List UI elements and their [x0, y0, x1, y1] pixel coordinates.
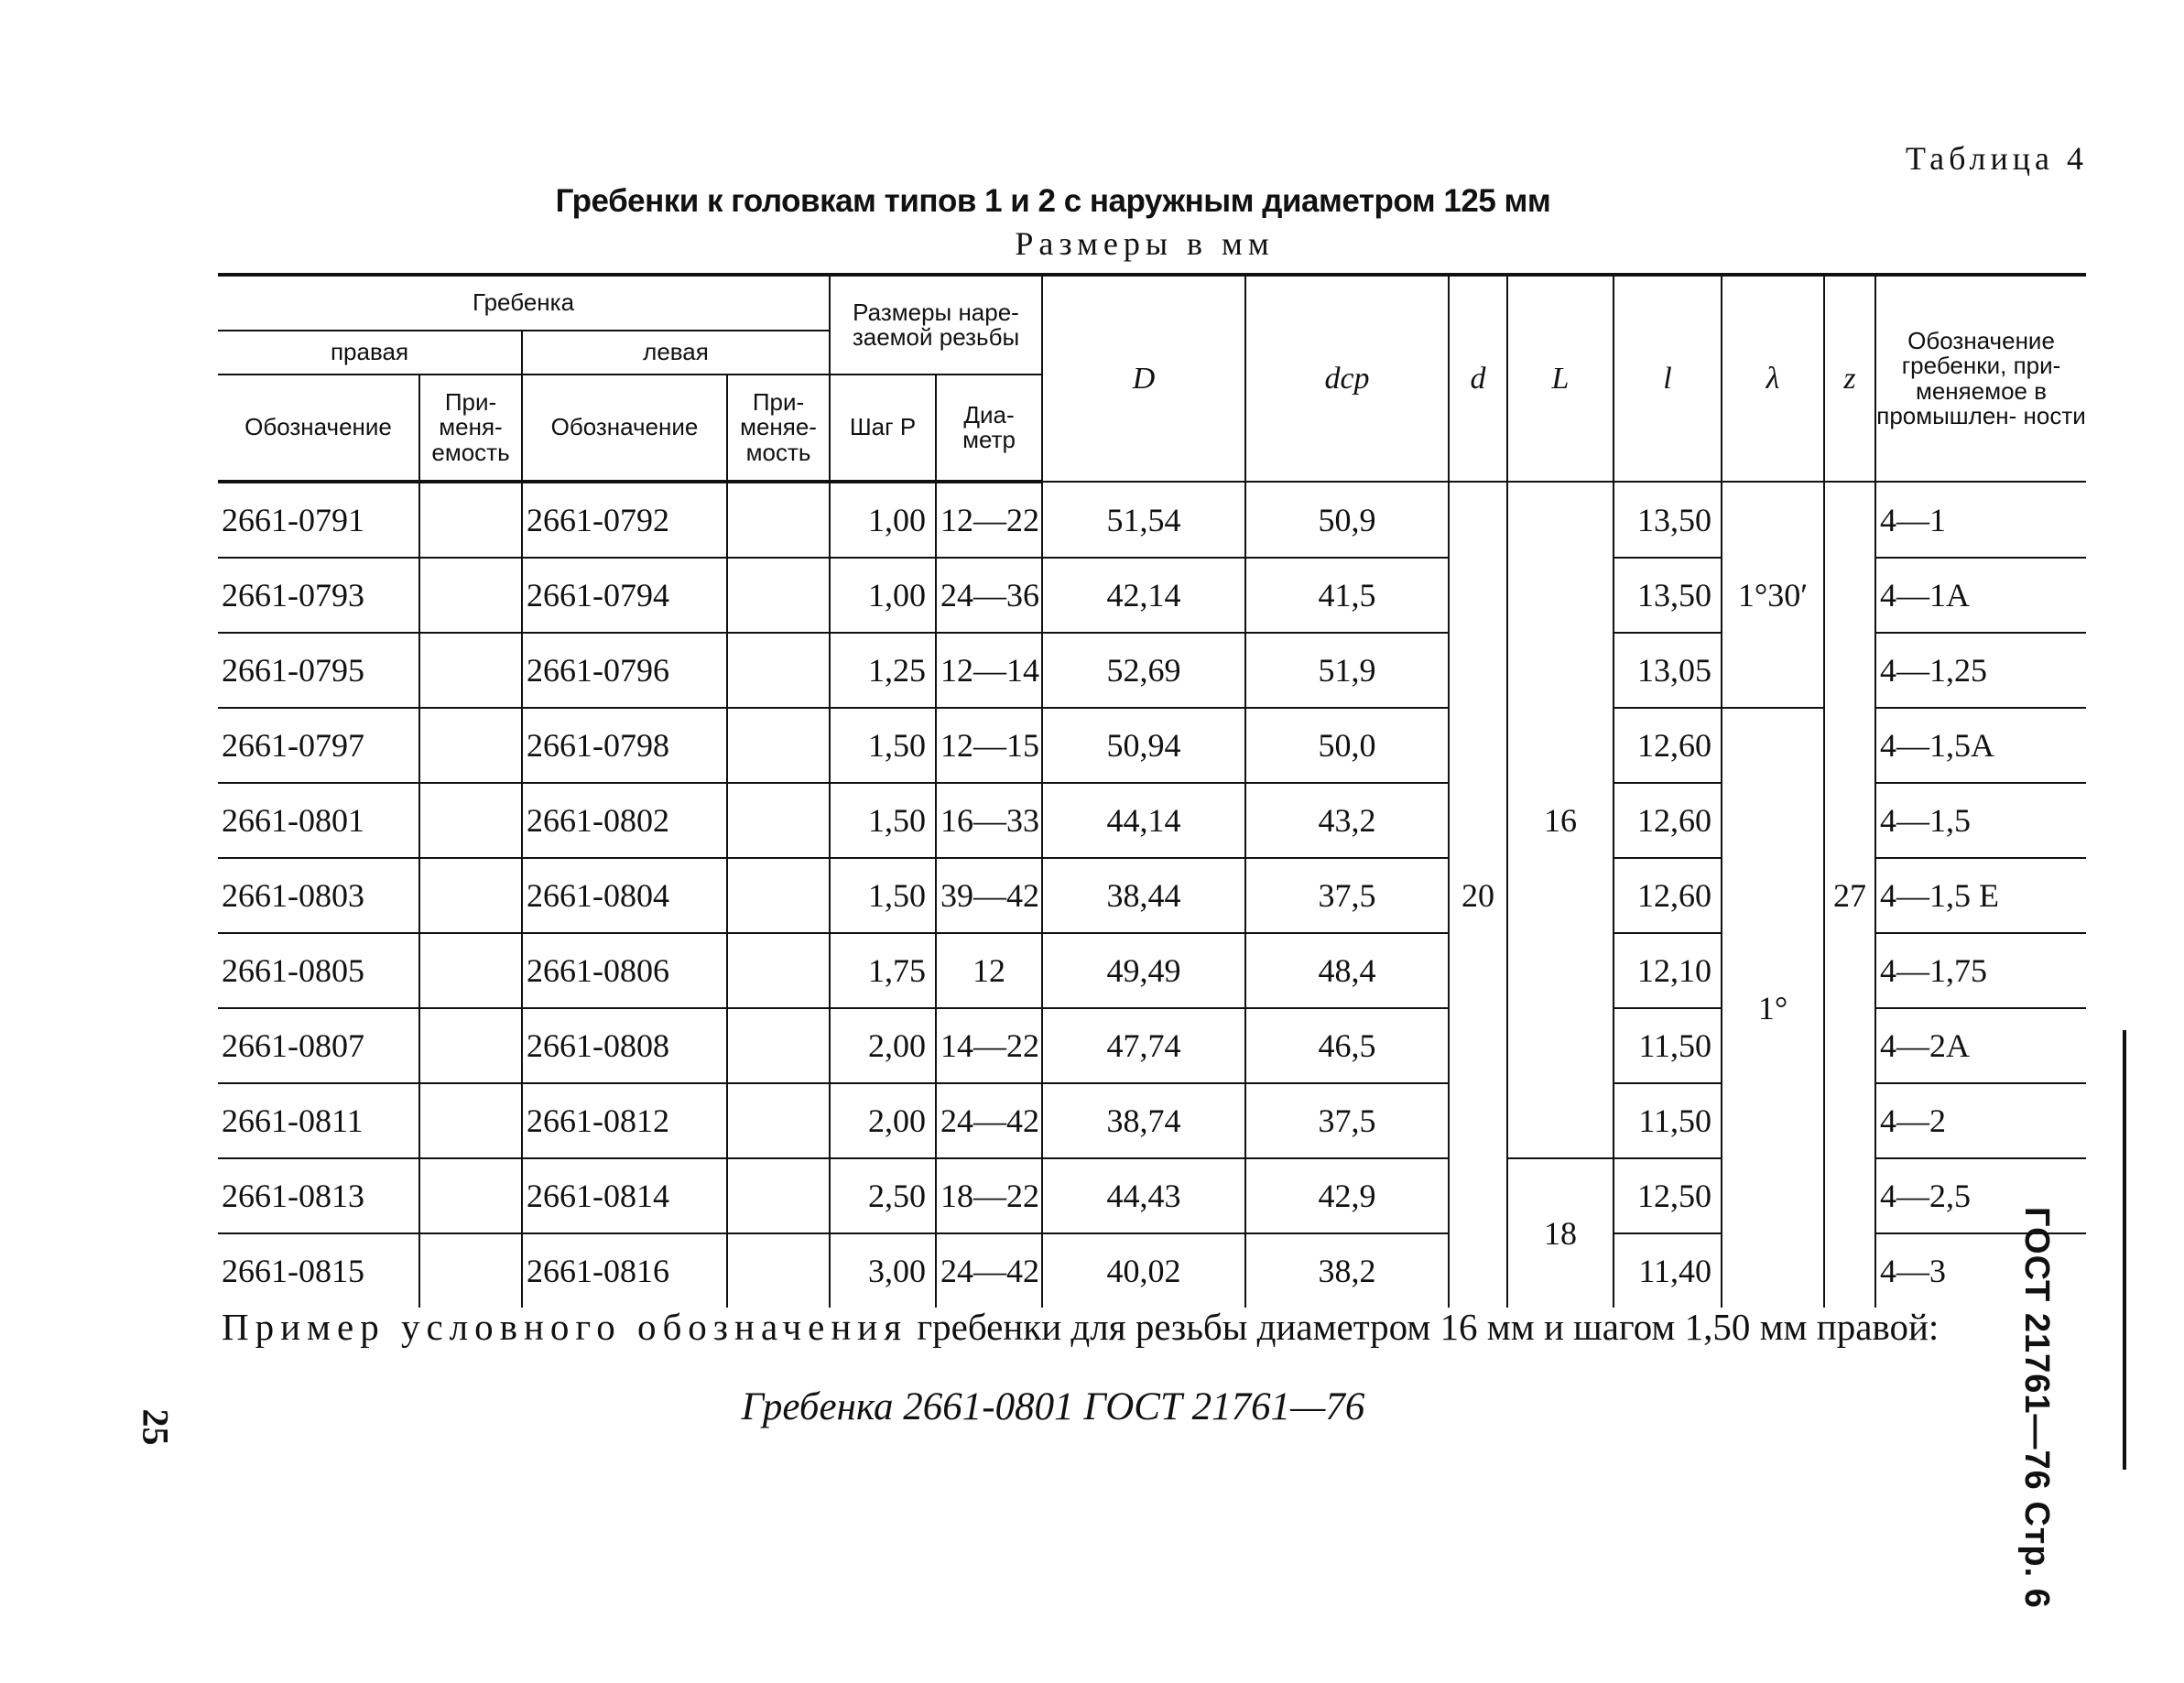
header-right-applicability: При- меня- емость [419, 375, 522, 482]
D-value: 49,49 [1042, 933, 1245, 1008]
example-formula: Гребенка 2661-0801 ГОСТ 21761—76 [741, 1385, 1365, 1428]
pitch: 1,75 [830, 933, 936, 1008]
D-value: 42,14 [1042, 558, 1245, 633]
D-value: 51,54 [1042, 482, 1245, 558]
dcp-value: 46,5 [1245, 1008, 1449, 1083]
l-value: 11,50 [1614, 1083, 1722, 1158]
left-applicability [727, 1008, 830, 1083]
right-designation: 2661-0795 [218, 633, 419, 708]
table-title: Гребенки к головкам типов 1 и 2 с наружным диаметром 125 мм [555, 183, 1551, 219]
l-value: 12,50 [1614, 1158, 1722, 1233]
dcp-value: 43,2 [1245, 783, 1449, 858]
diameter: 16—33 [936, 783, 1042, 858]
header-d: d [1449, 275, 1507, 482]
D-value: 44,14 [1042, 783, 1245, 858]
left-designation: 2661-0808 [522, 1008, 727, 1083]
right-applicability [419, 708, 522, 783]
right-applicability [419, 1233, 522, 1308]
left-designation: 2661-0798 [522, 708, 727, 783]
pitch: 1,50 [830, 708, 936, 783]
diameter: 24—42 [936, 1233, 1042, 1308]
pitch: 2,50 [830, 1158, 936, 1233]
table-label: Таблица 4 [1906, 140, 2088, 177]
right-designation: 2661-0801 [218, 783, 419, 858]
industry-designation: 4—1,5 [1875, 783, 2086, 858]
industry-designation: 4—2 [1875, 1083, 2086, 1158]
right-designation: 2661-0815 [218, 1233, 419, 1308]
dcp-value: 48,4 [1245, 933, 1449, 1008]
right-designation: 2661-0797 [218, 708, 419, 783]
header-right-designation: Обозначение [218, 375, 419, 482]
D-value: 47,74 [1042, 1008, 1245, 1083]
right-applicability [419, 482, 522, 558]
left-applicability [727, 1233, 830, 1308]
industry-designation: 4—1А [1875, 558, 2086, 633]
header-pitch: Шаг P [830, 375, 936, 482]
right-applicability [419, 1158, 522, 1233]
diameter: 12—15 [936, 708, 1042, 783]
dcp-value: 50,0 [1245, 708, 1449, 783]
header-thread-sizes: Размеры наре- заемой резьбы [830, 275, 1042, 375]
pitch: 3,00 [830, 1233, 936, 1308]
header-L: L [1507, 275, 1614, 482]
header-lambda: λ [1722, 275, 1824, 482]
industry-designation: 4—1,75 [1875, 933, 2086, 1008]
industry-designation: 4—1 [1875, 482, 2086, 558]
diameter: 39—42 [936, 858, 1042, 933]
right-designation: 2661-0813 [218, 1158, 419, 1233]
left-designation: 2661-0806 [522, 933, 727, 1008]
right-applicability [419, 1083, 522, 1158]
l-value: 12,60 [1614, 783, 1722, 858]
diameter: 18—22 [936, 1158, 1042, 1233]
dcp-value: 41,5 [1245, 558, 1449, 633]
l-value: 13,50 [1614, 482, 1722, 558]
left-applicability [727, 1083, 830, 1158]
header-l: l [1614, 275, 1722, 482]
left-applicability [727, 933, 830, 1008]
l-value: 13,50 [1614, 558, 1722, 633]
left-designation: 2661-0814 [522, 1158, 727, 1233]
left-applicability [727, 1158, 830, 1233]
table-row [218, 482, 2086, 558]
industry-designation: 4—2А [1875, 1008, 2086, 1083]
example-lead: Пример условного обозначения [222, 1306, 908, 1348]
right-applicability [419, 1008, 522, 1083]
diameter: 14—22 [936, 1008, 1042, 1083]
right-designation: 2661-0805 [218, 933, 419, 1008]
l-value: 12,60 [1614, 708, 1722, 783]
left-applicability [727, 708, 830, 783]
lambda-merged-2: 1° [1722, 708, 1824, 1308]
right-designation: 2661-0791 [218, 482, 419, 558]
l-value: 11,50 [1614, 1008, 1722, 1083]
industry-designation: 4—1,5А [1875, 708, 2086, 783]
D-value: 44,43 [1042, 1158, 1245, 1233]
right-designation: 2661-0811 [218, 1083, 419, 1158]
pitch: 1,50 [830, 783, 936, 858]
pitch: 2,00 [830, 1008, 936, 1083]
right-designation: 2661-0807 [218, 1008, 419, 1083]
combs-table [218, 273, 2086, 1308]
dcp-value: 50,9 [1245, 482, 1449, 558]
diameter: 24—42 [936, 1083, 1042, 1158]
header-left-applicability: При- меняе- мость [727, 375, 830, 482]
l-value: 13,05 [1614, 633, 1722, 708]
D-value: 52,69 [1042, 633, 1245, 708]
header-industry-designation: Обозначение гребенки, при- меняемое в промышлен- ности [1875, 275, 2086, 482]
example-paragraph [222, 1305, 2081, 1349]
left-applicability [727, 558, 830, 633]
side-divider [2123, 1030, 2126, 1470]
header-right: правая [218, 331, 522, 375]
lambda-merged-1: 1°30′ [1722, 482, 1824, 708]
header-left-designation: Обозначение [522, 375, 727, 482]
side-standard-label: ГОСТ 21761—76 Стр. 6 [2017, 1207, 2056, 1609]
left-designation: 2661-0816 [522, 1233, 727, 1308]
header-grebenka: Гребенка [218, 275, 830, 331]
dcp-value: 51,9 [1245, 633, 1449, 708]
diameter: 12—22 [936, 482, 1042, 558]
pitch: 2,00 [830, 1083, 936, 1158]
dcp-value: 37,5 [1245, 1083, 1449, 1158]
L-merged-2: 18 [1507, 1158, 1614, 1308]
header-left: левая [522, 331, 830, 375]
l-value: 11,40 [1614, 1233, 1722, 1308]
dcp-value: 38,2 [1245, 1233, 1449, 1308]
right-applicability [419, 858, 522, 933]
l-value: 12,10 [1614, 933, 1722, 1008]
l-value: 12,60 [1614, 858, 1722, 933]
right-designation: 2661-0803 [218, 858, 419, 933]
right-applicability [419, 933, 522, 1008]
left-designation: 2661-0812 [522, 1083, 727, 1158]
diameter: 24—36 [936, 558, 1042, 633]
D-value: 38,74 [1042, 1083, 1245, 1158]
left-designation: 2661-0802 [522, 783, 727, 858]
left-applicability [727, 633, 830, 708]
header-dcp: dср [1245, 275, 1449, 482]
left-designation: 2661-0792 [522, 482, 727, 558]
L-merged-1: 16 [1507, 482, 1614, 1158]
page-number: 25 [135, 1408, 177, 1446]
D-value: 38,44 [1042, 858, 1245, 933]
left-designation: 2661-0804 [522, 858, 727, 933]
right-designation: 2661-0793 [218, 558, 419, 633]
left-applicability [727, 783, 830, 858]
pitch: 1,25 [830, 633, 936, 708]
table-row [218, 708, 2086, 783]
diameter: 12—14 [936, 633, 1042, 708]
industry-designation: 4—3 [1875, 1233, 2086, 1308]
industry-designation: 4—2,5 [1875, 1158, 2086, 1233]
table-subtitle: Размеры в мм [1015, 225, 1275, 262]
left-designation: 2661-0796 [522, 633, 727, 708]
right-applicability [419, 558, 522, 633]
example-text: гребенки для резьбы диаметром 16 мм и шагом 1,50 мм правой: [907, 1306, 1940, 1348]
header-z: z [1824, 275, 1875, 482]
d-merged: 20 [1449, 482, 1507, 1308]
left-applicability [727, 858, 830, 933]
right-applicability [419, 783, 522, 858]
dcp-value: 42,9 [1245, 1158, 1449, 1233]
dcp-value: 37,5 [1245, 858, 1449, 933]
industry-designation: 4—1,5 Е [1875, 858, 2086, 933]
z-merged: 27 [1824, 482, 1875, 1308]
D-value: 40,02 [1042, 1233, 1245, 1308]
pitch: 1,00 [830, 558, 936, 633]
header-diameter: Диа- метр [936, 375, 1042, 482]
left-applicability [727, 482, 830, 558]
header-D: D [1042, 275, 1245, 482]
D-value: 50,94 [1042, 708, 1245, 783]
left-designation: 2661-0794 [522, 558, 727, 633]
diameter: 12 [936, 933, 1042, 1008]
right-applicability [419, 633, 522, 708]
pitch: 1,00 [830, 482, 936, 558]
pitch: 1,50 [830, 858, 936, 933]
industry-designation: 4—1,25 [1875, 633, 2086, 708]
